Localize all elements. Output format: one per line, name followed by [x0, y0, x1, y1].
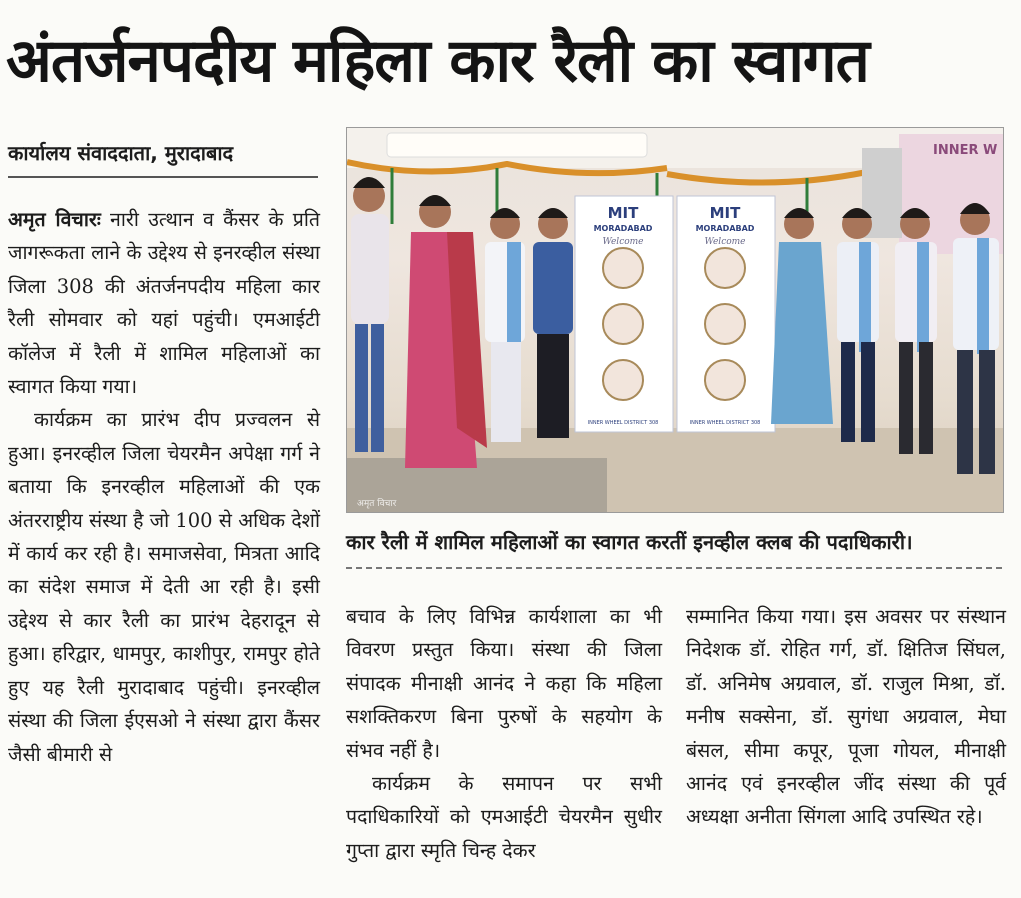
welcome-banner-right — [677, 196, 775, 432]
banner-left-welcome: Welcome — [602, 237, 644, 247]
byline-rule — [8, 176, 318, 178]
article-column-1 — [8, 203, 320, 771]
women-group-left — [351, 177, 573, 468]
banner-right-footer: INNER WHEEL DISTRICT 308 — [689, 420, 761, 426]
event-photo — [346, 127, 1004, 513]
article-column-2 — [346, 600, 662, 867]
lead-label: अमृत विचारः — [8, 208, 101, 231]
welcome-banner-left — [575, 196, 673, 432]
headline: अंतर्जनपदीय महिला कार रैली का स्वागत — [6, 26, 869, 96]
wall-sign-text: INNER W — [933, 143, 998, 158]
banner-right-brand: MIT — [709, 204, 741, 222]
paragraph-1-text: नारी उत्थान व कैंसर के प्रति जागरूकता लाने के उद्देश्य से इनरव्हील संस्था जिला 308 की अंतर्जनपदीय महिला कार रैली सोमवार को यहां पहुंची। एमआईटी कॉलेज में रैली में शामिल महिलाओं का स्वागत किया गया। — [8, 208, 320, 399]
banner-right-city: MORADABAD — [695, 224, 755, 233]
banner-left-brand: MIT — [607, 204, 639, 222]
article-column-3 — [686, 600, 1006, 834]
paragraph-5: सम्मानित किया गया। इस अवसर पर संस्थान निदेशक डॉ. रोहित गर्ग, डॉ. क्षितिज सिंघल, डॉ. अनिमेष अग्रवाल, डॉ. राजुल मिश्रा, डॉ. मनीष सक्सेना, डॉ. सुगंधा अग्रवाल, मेघा बंसल, सीमा कपूर, पूजा गोयल, मीनाक्षी आनंद एवं इनरव्हील जींद संस्था की पूर्व अध्यक्षा अनीता सिंगला आदि उपस्थित रहे। — [686, 605, 1006, 829]
paragraph-3: बचाव के लिए विभिन्न कार्यशाला का भी विवरण प्रस्तुत किया। संस्था की जिला संपादक मीनाक्षी आनंद ने कहा कि महिला सशक्तिकरण बिना पुरुषों के सहयोग के संभव नहीं है। — [346, 605, 662, 762]
paragraph-1 — [8, 203, 320, 403]
caption-rule — [346, 567, 1002, 569]
byline: कार्यालय संवाददाता, मुरादाबाद — [8, 141, 234, 165]
banner-left-city: MORADABAD — [593, 224, 653, 233]
event-photo-illustration — [347, 128, 1003, 512]
banner-right-welcome: Welcome — [704, 237, 746, 247]
photo-credit: अमृत विचार — [357, 499, 397, 509]
photo-caption: कार रैली में शामिल महिलाओं का स्वागत करतीं इनव्हील क्लब की पदाधिकारी। — [346, 530, 913, 554]
paragraph-4: कार्यक्रम के समापन पर सभी पदाधिकारियों को एमआईटी चेयरमैन सुधीर गुप्ता द्वारा स्मृति चिन्ह देकर — [346, 772, 662, 862]
banner-left-footer: INNER WHEEL DISTRICT 308 — [587, 420, 659, 426]
paragraph-2: कार्यक्रम का प्रारंभ दीप प्रज्वलन से हुआ। इनरव्हील जिला चेयरमैन अपेक्षा गर्ग ने बताया कि इनरव्हील महिलाओं की एक अंतरराष्ट्रीय संस्था है जो 100 से अधिक देशों में कार्य कर रही है। समाजसेवा, मित्रता आदि का संदेश समाज में देती आ रही है। इसी उद्देश्य से कार रैली का प्रारंभ देहरादून से हुआ। हरिद्वार, धामपुर, काशीपुर, रामपुर होते हुए यह रैली मुरादाबाद पहुंची। इनरव्हील संस्था की जिला ईएसओ ने संस्था द्वारा कैंसर जैसी बीमारी से — [8, 408, 320, 766]
